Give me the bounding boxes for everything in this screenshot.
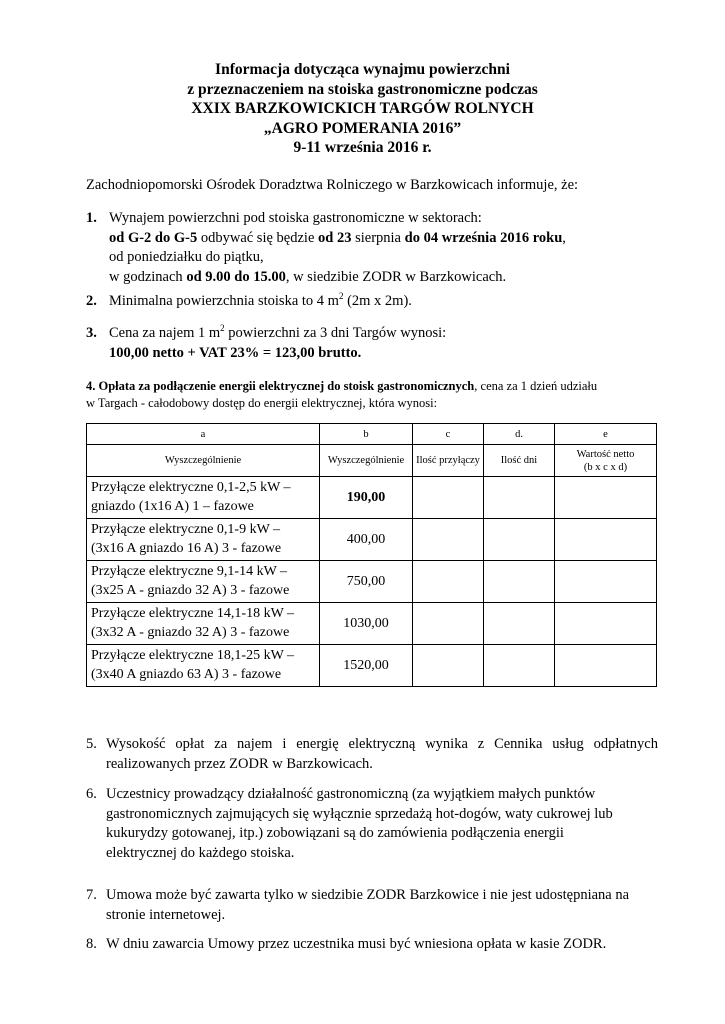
- title-line: „AGRO POMERANIA 2016”: [263, 119, 462, 137]
- row-price: 750,00: [320, 561, 413, 603]
- table-header-cell: a: [87, 424, 320, 445]
- row-price: 400,00: [320, 519, 413, 561]
- price-line: 100,00 netto + VAT 23% = 123,00 brutto.: [109, 344, 362, 361]
- item-number: 7.: [86, 887, 97, 903]
- intro-text: Zachodniopomorski Ośrodek Doradztwa Rolniczego w Barzkowicach informuje, że:: [86, 177, 579, 193]
- table-row: [87, 561, 657, 603]
- title-line: XXIX BARZKOWICKICH TARGÓW ROLNYCH: [191, 100, 534, 117]
- value-cell: [555, 561, 657, 603]
- days-cell: [484, 519, 555, 561]
- item-line: kukurydzy gotowanej, itp.) zobowiązani są do zamówienia podłączenia energii: [106, 825, 564, 841]
- document-title: [0, 60, 725, 158]
- row-description: Przyłącze elektryczne 14,1-18 kW – (3x32 A - gniazdo 32 A) 3 - fazowe: [87, 603, 320, 645]
- table-header-cell: e: [555, 424, 657, 445]
- table-header-cell: d.: [484, 424, 555, 445]
- quantity-cell: [413, 603, 484, 645]
- table-header-cell: Ilość dni: [484, 445, 555, 477]
- table-letter-row: [87, 424, 657, 445]
- item-line: w Targach - całodobowy dostęp do energii elektrycznej, która wynosi:: [86, 395, 438, 410]
- table-header-cell: b: [320, 424, 413, 445]
- row-description: Przyłącze elektryczne 0,1-9 kW – (3x16 A gniazdo 16 A) 3 - fazowe: [87, 519, 320, 561]
- section-4: [86, 378, 597, 411]
- quantity-cell: [413, 477, 484, 519]
- table-row: [87, 645, 657, 687]
- item-number: 3.: [86, 325, 97, 341]
- item-number: 1.: [86, 210, 97, 226]
- item-number: 6.: [86, 786, 97, 802]
- row-description: Przyłącze elektryczne 0,1-2,5 kW – gniazdo (1x16 A) 1 – fazowe: [87, 477, 320, 519]
- table-header-cell: Wartość netto (b x c x d): [555, 445, 657, 477]
- table-row: [87, 603, 657, 645]
- item-line: 4. Opłata za podłączenie energii elektrycznej do stoisk gastronomicznych, cena za 1 dzień udziału: [86, 379, 598, 393]
- title-line: 9-11 września 2016 r.: [293, 139, 432, 156]
- item-line: Uczestnicy prowadzący działalność gastronomiczną (za wyjątkiem małych punktów: [106, 786, 596, 802]
- pricing-table: [86, 423, 657, 687]
- item-number: 8.: [86, 936, 97, 952]
- days-cell: [484, 645, 555, 687]
- item-line: stronie internetowej.: [106, 906, 226, 923]
- item-number: 5.: [86, 736, 97, 752]
- table-header-cell: Wyszczególnienie: [87, 445, 320, 477]
- days-cell: [484, 477, 555, 519]
- item-text: W dniu zawarcia Umowy przez uczestnika musi być wniesiona opłata w kasie ZODR.: [106, 936, 607, 952]
- days-cell: [484, 561, 555, 603]
- title-line: z przeznaczeniem na stoiska gastronomiczne podczas: [187, 80, 538, 98]
- value-cell: [555, 519, 657, 561]
- row-price: 1520,00: [320, 645, 413, 687]
- table-row: [87, 519, 657, 561]
- table-row: [87, 477, 657, 519]
- item-text: Wysokość opłat za najem i energię elektryczną wynika z Cennika usług odpłatnych realizowanych przez ZODR w Barzkowicach.: [106, 736, 658, 772]
- item-number: 2.: [86, 293, 97, 309]
- value-cell: [555, 477, 657, 519]
- item-line: Wynajem powierzchni pod stoiska gastronomiczne w sektorach:: [109, 210, 482, 226]
- days-cell: [484, 603, 555, 645]
- item-line: Cena za najem 1 $m^2$ powierzchni za 3 dni Targów wynosi:: [109, 323, 447, 341]
- table-header-cell: Wyszczególnienie: [320, 445, 413, 477]
- table-header-cell: c: [413, 424, 484, 445]
- item-line: Minimalna powierzchnia stoiska to 4 $m^2$ (2m x 2m).: [109, 291, 412, 309]
- item-line: od poniedziałku do piątku,: [109, 249, 264, 265]
- title-line: Informacja dotycząca wynajmu powierzchni: [215, 61, 510, 78]
- item-line: od G-2 do G-5 odbywać się będzie od 23 sierpnia do 04 września 2016 roku,: [109, 229, 566, 246]
- value-cell: [555, 603, 657, 645]
- quantity-cell: [413, 519, 484, 561]
- quantity-cell: [413, 645, 484, 687]
- row-description: Przyłącze elektryczne 9,1-14 kW – (3x25 A - gniazdo 32 A) 3 - fazowe: [87, 561, 320, 603]
- item-line: w godzinach od 9.00 do 15.00, w siedzibie ZODR w Barzkowicach.: [109, 268, 507, 285]
- item-line: gastronomicznych zajmujących się wyłącznie sprzedażą hot-dogów, waty cukrowej lub: [106, 805, 613, 822]
- table-header-cell: Ilość przyłączy: [413, 445, 484, 477]
- item-line: elektrycznej do każdego stoiska.: [106, 844, 295, 861]
- row-price: 190,00: [320, 477, 413, 519]
- value-cell: [555, 645, 657, 687]
- item-line: Umowa może być zawarta tylko w siedzibie ZODR Barzkowice i nie jest udostępniana na: [106, 887, 630, 903]
- quantity-cell: [413, 561, 484, 603]
- row-price: 1030,00: [320, 603, 413, 645]
- table-header-row: [87, 445, 657, 477]
- row-description: Przyłącze elektryczne 18,1-25 kW – (3x40 A gniazdo 63 A) 3 - fazowe: [87, 645, 320, 687]
